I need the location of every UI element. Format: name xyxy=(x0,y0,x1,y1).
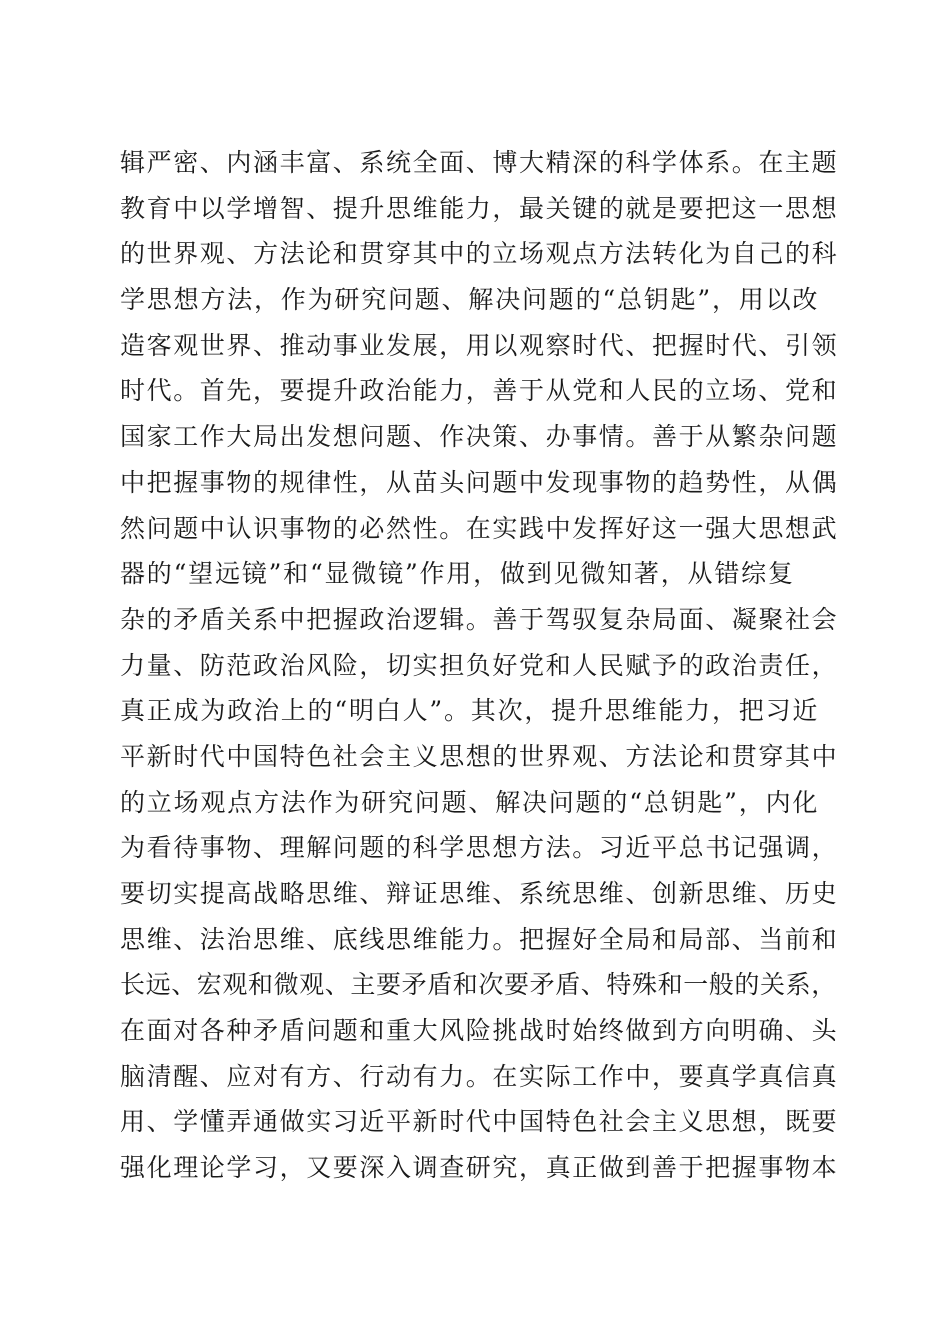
text-line: 造客观世界、推动事业发展，用以观察时代、把握时代、引领 xyxy=(120,330,839,360)
text-line: 辑严密、内涵丰富、系统全面、博大精深的科学体系。在主题 xyxy=(120,148,839,177)
text-line: 脑清醒、应对有方、行动有力。在实际工作中，要真学真信真 xyxy=(120,1061,839,1091)
text-line: 学思想方法，作为研究问题、解决问题的“总钥匙”，用以改 xyxy=(120,285,820,315)
text-line: 强化理论学习，又要深入调查研究，真正做到善于把握事物本 xyxy=(120,1153,839,1183)
text-line: 力量、防范政治风险，切实担负好党和人民赋予的政治责任， xyxy=(120,650,839,680)
text-line: 器的“望远镜”和“显微镜”作用，做到见微知著，从错综复 xyxy=(120,559,795,589)
text-line: 思维、法治思维、底线思维能力。把握好全局和局部、当前和 xyxy=(120,924,839,954)
text-line: 的世界观、方法论和贯穿其中的立场观点方法转化为自己的科 xyxy=(120,239,839,269)
text-line: 中把握事物的规律性，从苗头问题中发现事物的趋势性，从偶 xyxy=(120,467,839,497)
text-line: 平新时代中国特色社会主义思想的世界观、方法论和贯穿其中 xyxy=(120,741,839,771)
body-paragraph xyxy=(120,140,840,1191)
text-line: 为看待事物、理解问题的科学思想方法。习近平总书记强调， xyxy=(120,833,839,863)
text-line: 要切实提高战略思维、辩证思维、系统思维、创新思维、历史 xyxy=(120,879,839,908)
text-line: 教育中以学增智、提升思维能力，最关键的就是要把这一思想 xyxy=(120,193,839,223)
text-line: 国家工作大局出发想问题、作决策、办事情。善于从繁杂问题 xyxy=(120,422,839,452)
text-line: 的立场观点方法作为研究问题、解决问题的“总钥匙”，内化 xyxy=(120,787,820,817)
text-line: 在面对各种矛盾问题和重大风险挑战时始终做到方向明确、头 xyxy=(120,1016,839,1046)
text-line: 长远、宏观和微观、主要矛盾和次要矛盾、特殊和一般的关系， xyxy=(120,970,837,1000)
text-line: 杂的矛盾关系中把握政治逻辑。善于驾驭复杂局面、凝聚社会 xyxy=(120,604,839,634)
text-line: 真正成为政治上的“明白人”。其次，提升思维能力，把习近 xyxy=(120,696,820,726)
text-line: 然问题中认识事物的必然性。在实践中发挥好这一强大思想武 xyxy=(120,513,839,543)
text-line: 时代。首先，要提升政治能力，善于从党和人民的立场、党和 xyxy=(120,376,839,406)
text-line: 用、学懂弄通做实习近平新时代中国特色社会主义思想，既要 xyxy=(120,1107,839,1137)
